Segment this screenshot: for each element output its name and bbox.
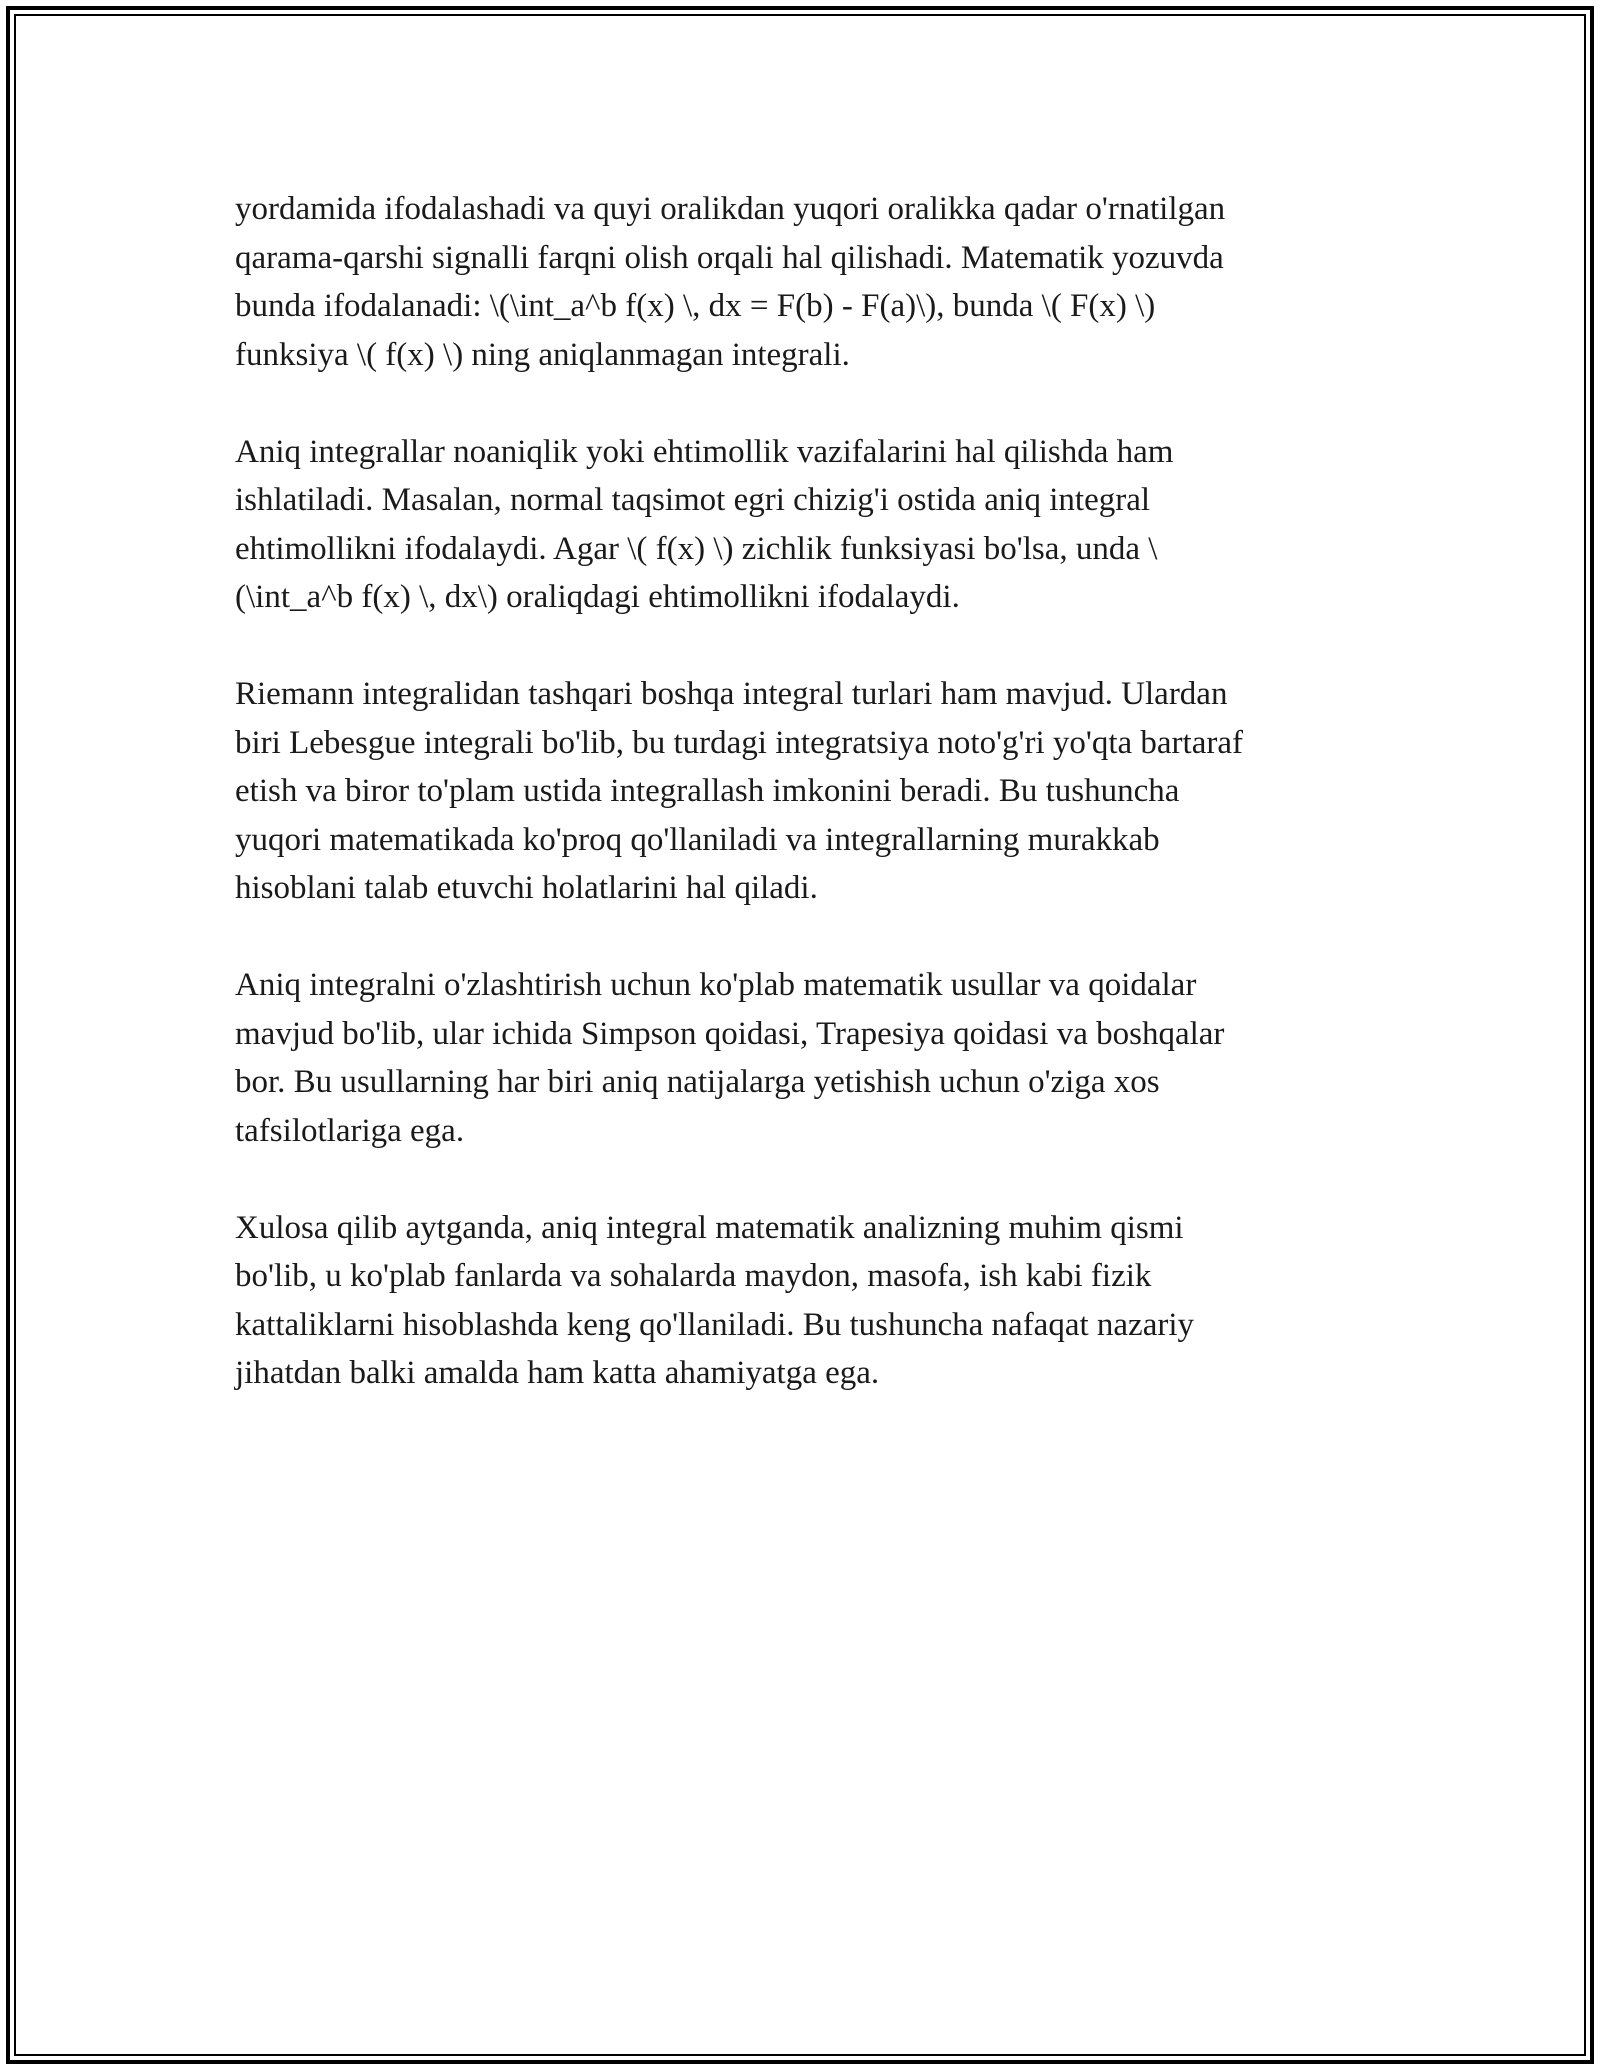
document-body — [235, 185, 1365, 1446]
paragraph-conclusion: Xulosa qilib aytganda, aniq integral matematik analizning muhim qismi bo'lib, u ko'plab fanlarda va sohalarda maydon, masofa, ish kabi fizik kattaliklarni hisoblashda keng qo'llaniladi. Bu tushuncha nafaqat nazariy jihatdan balki amalda ham katta ahamiyatga ega. — [235, 1209, 1194, 1391]
paragraph-probability: Aniq integrallar noaniqlik yoki ehtimollik vazifalarini hal qilishda ham ishlatiladi. Masalan, normal taqsimot egri chizig'i ostida aniq integral ehtimollikni ifodalaydi. Agar \( f(x) \) zichlik funksiyasi bo'lsa, unda \ (\int_a^b f(x) \, dx\) oraliqdagi ehtimollikni ifodalaydi. — [235, 433, 1174, 615]
paragraph-definite-integral-formula: yordamida ifodalashadi va quyi oralikdan yuqori oralikka qadar o'rnatilgan qarama-qarshi signalli farqni olish orqali hal qilishadi. Matematik yozuvda bunda ifodalanadi: \(\int_a^b f(x) \, dx = F(b) - F(a)\), bunda \( F(x) \) funksiya \( f(x) \) ning aniqlanmagan integrali. — [235, 191, 1226, 373]
paragraph-numerical-methods: Aniq integralni o'zlashtirish uchun ko'plab matematik usullar va qoidalar mavjud bo'lib, ular ichida Simpson qoidasi, Trapesiya qoidasi va boshqalar bor. Bu usullarning har biri aniq natijalarga yetishish uchun o'ziga xos tafsilotlariga ega. — [235, 967, 1225, 1149]
paragraph-lebesgue: Riemann integralidan tashqari boshqa integral turlari ham mavjud. Ulardan biri Lebesgue integrali bo'lib, bu turdagi integratsiya noto'g'ri yo'qta bartaraf etish va biror to'plam ustida integrallash imkonini beradi. Bu tushuncha yuqori matematikada ko'proq qo'llaniladi va integrallarning murakkab hisoblani talab etuvchi holatlarini hal qiladi. — [235, 676, 1243, 906]
